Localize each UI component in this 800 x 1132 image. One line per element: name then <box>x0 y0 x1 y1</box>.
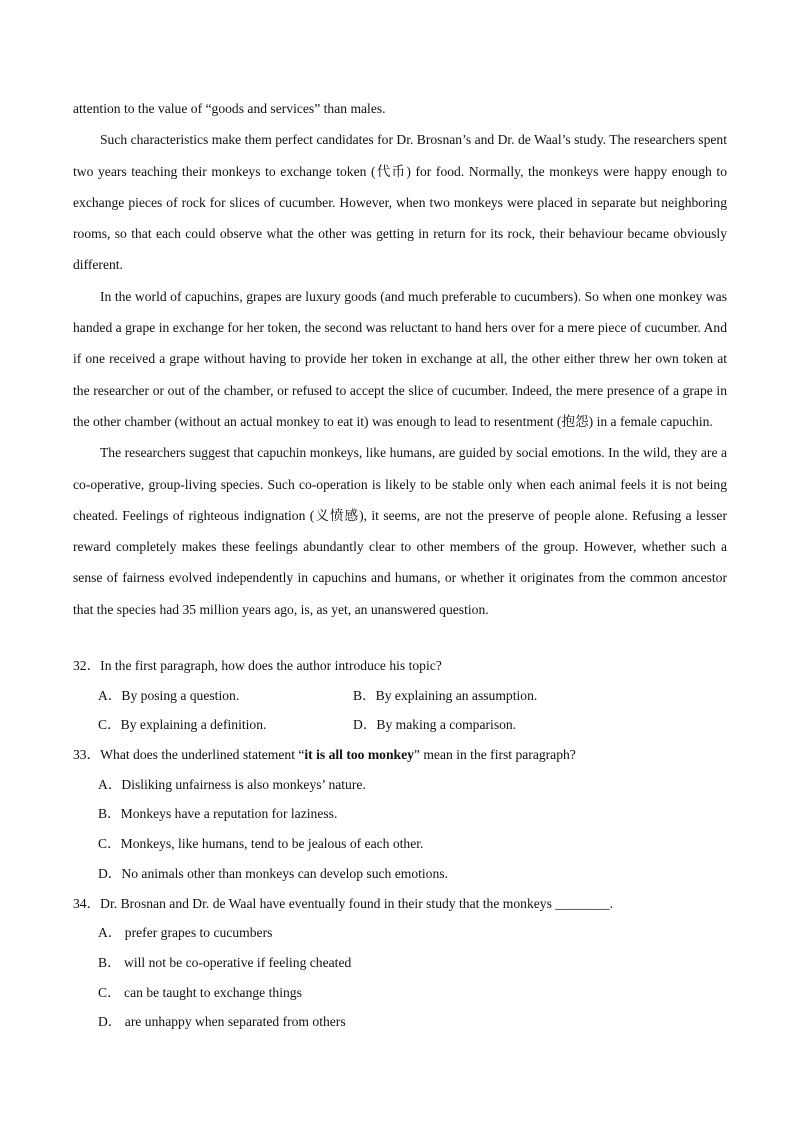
question-32 <box>73 651 727 740</box>
question-33 <box>73 740 727 888</box>
question-33-stem-prefix: 33．What does the underlined statement “ <box>73 747 305 763</box>
passage-paragraph-1: Such characteristics make them perfect candidates for Dr. Brosnan’s and Dr. de Waal’s study. The researchers spent two years teaching their monkeys to exchange token (代币) for food. Normally, the monkeys were happy enough to exchange pieces of rock for slices of cucumber. However, when two monkeys were placed in separate but neighboring rooms, so that each could observe what the other was getting in return for its rock, their behaviour became obviously different. <box>73 132 727 273</box>
question-34-option-d[interactable]: D． are unhappy when separated from others <box>98 1014 346 1030</box>
question-32-option-b[interactable]: B．By explaining an assumption. <box>353 687 538 703</box>
passage-paragraph-0: attention to the value of “goods and services” than males. <box>73 101 386 116</box>
question-33-option-c[interactable]: C．Monkeys, like humans, tend to be jealous of each other. <box>98 836 424 852</box>
question-list <box>73 651 727 1037</box>
question-33-option-b[interactable]: B．Monkeys have a reputation for laziness. <box>98 806 338 822</box>
question-33-option-a[interactable]: A．Disliking unfairness is also monkeys’ nature. <box>98 776 366 792</box>
question-32-option-c[interactable]: C．By explaining a definition. <box>98 717 267 733</box>
question-34-option-a[interactable]: A． prefer grapes to cucumbers <box>98 925 273 941</box>
question-33-option-d[interactable]: D．No animals other than monkeys can develop such emotions. <box>98 865 448 881</box>
question-32-options-row-2 <box>73 710 727 740</box>
question-32-option-d[interactable]: D．By making a comparison. <box>353 717 517 733</box>
question-34 <box>73 889 727 1037</box>
question-32-options-row-1 <box>73 681 727 711</box>
question-32-option-a[interactable]: A．By posing a question. <box>98 687 240 703</box>
question-34-option-b[interactable]: B． will not be co-operative if feeling cheated <box>98 954 352 970</box>
question-33-stem-suffix: ” mean in the first paragraph? <box>413 747 576 763</box>
reading-passage <box>73 93 727 625</box>
question-33-quoted-statement: it is all too monkey <box>304 747 414 763</box>
question-32-stem: 32．In the first paragraph, how does the author introduce his topic? <box>73 658 442 673</box>
passage-paragraph-3: The researchers suggest that capuchin monkeys, like humans, are guided by social emotions. In the wild, they are a co-operative, group-living species. Such co-operation is likely to be stable only when each animal feels it is not being cheated. Feelings of righteous indignation (义愤感), it seems, are not the preserve of people alone. Refusing a lesser reward completely makes these feelings abundantly clear to other members of the group. However, whether such a sense of fairness evolved independently in capuchins and humans, or whether it originates from the common ancestor that the species had 35 million years ago, is, as yet, an unanswered question. <box>73 445 727 617</box>
question-34-option-c[interactable]: C． can be taught to exchange things <box>98 984 302 1000</box>
question-33-stem <box>73 740 727 770</box>
question-34-stem: 34．Dr. Brosnan and Dr. de Waal have eventually found in their study that the monkeys ________. <box>73 895 614 911</box>
passage-paragraph-2: In the world of capuchins, grapes are luxury goods (and much preferable to cucumbers). So when one monkey was handed a grape in exchange for her token, the second was reluctant to hand hers over for a mere piece of cucumber. And if one received a grape without having to provide her token in exchange at all, the other either threw her own token at the researcher or out of the chamber, or refused to accept the slice of cucumber. Indeed, the mere presence of a grape in the other chamber (without an actual monkey to eat it) was enough to lead to resentment (抱怨) in a female capuchin. <box>73 288 727 429</box>
